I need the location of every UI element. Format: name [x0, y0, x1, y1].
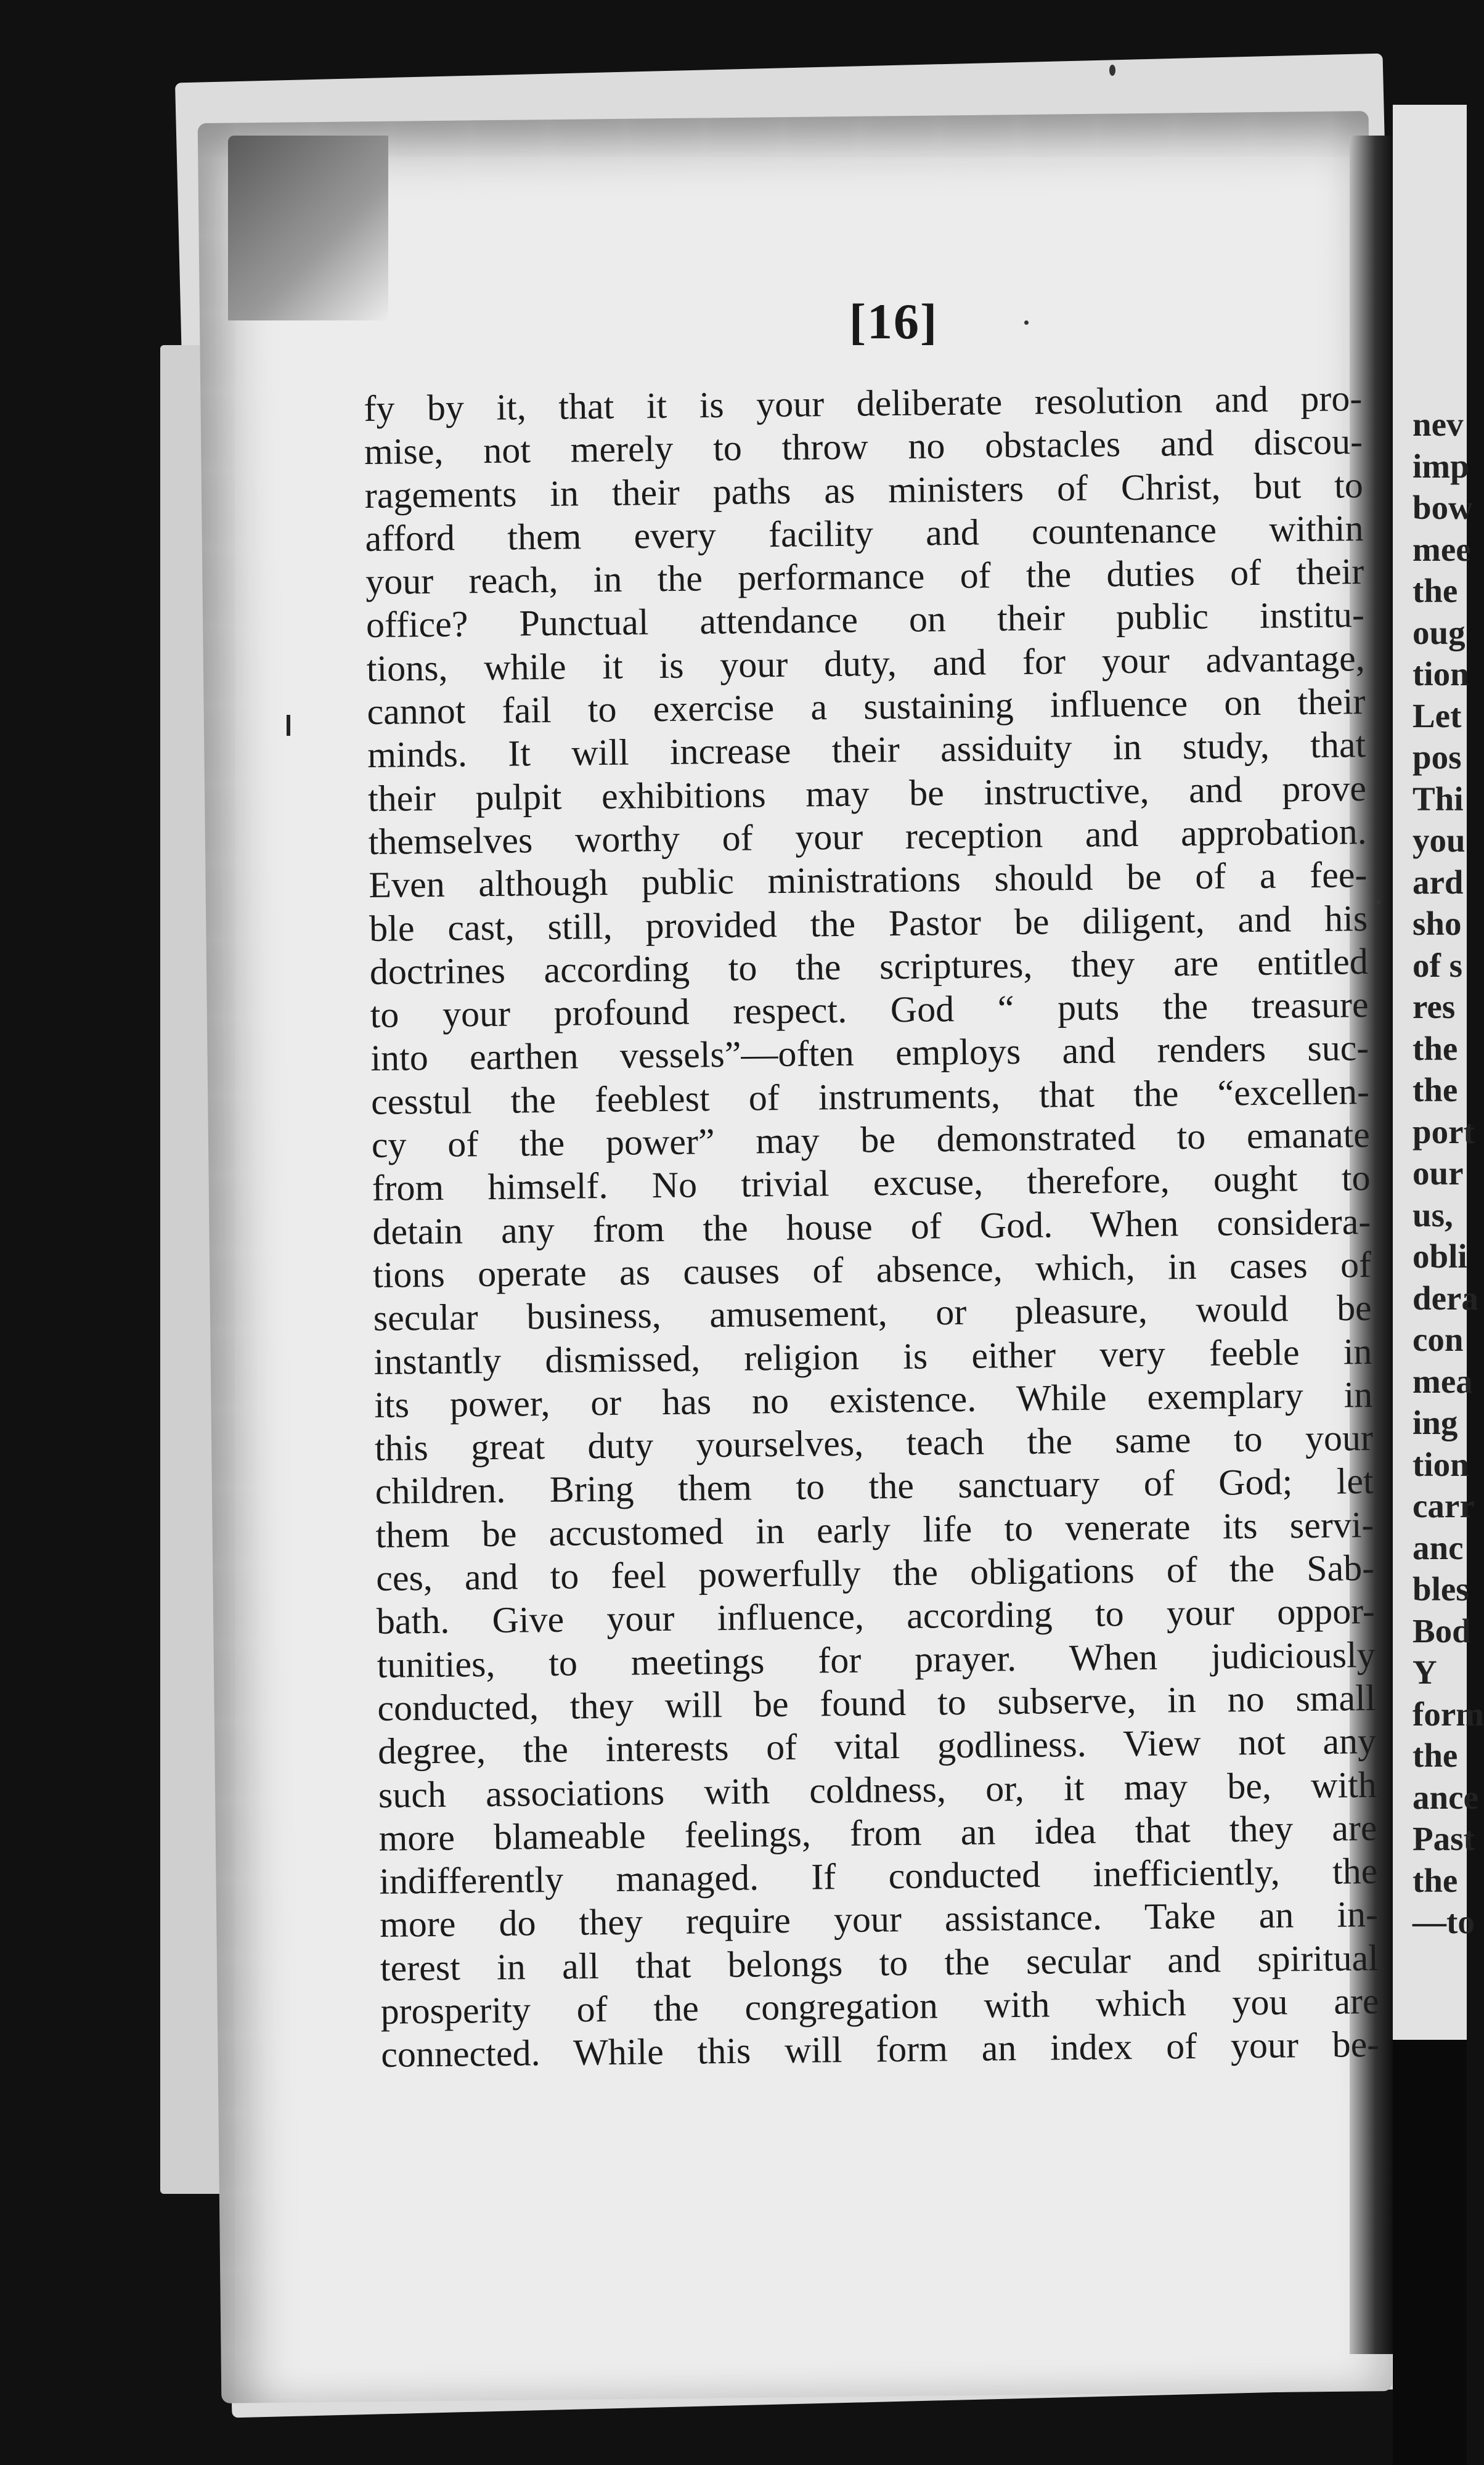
- facing-page-line: form: [1413, 1695, 1484, 1733]
- facing-page-line: bow: [1413, 489, 1473, 526]
- facing-page-line: the: [1413, 1861, 1458, 1899]
- facing-page-line: —to: [1413, 1903, 1475, 1941]
- facing-page-line: us,: [1413, 1196, 1453, 1234]
- text-line: ces, and to feel powerfully the obligations of the Sab-: [375, 1547, 1375, 1599]
- text-line: cesstul the feeblest of instruments, that the “excellen-: [370, 1070, 1370, 1122]
- text-line: ragements in their paths as ministers of Christ, but to: [364, 464, 1364, 516]
- facing-page-line: the: [1413, 1071, 1458, 1109]
- text-line: prosperity of the congregation with which you are: [380, 1980, 1379, 2032]
- text-line: its power, or has no existence. While exemplary in: [373, 1374, 1373, 1425]
- facing-page-line: oug: [1413, 613, 1466, 651]
- facing-page-line: you: [1413, 821, 1466, 859]
- text-line: conducted, they will be found to subserve, in no small: [377, 1677, 1376, 1729]
- text-line: themselves worthy of your reception and approbation.: [368, 810, 1367, 862]
- text-line: such associations with coldness, or, it may be, with: [378, 1764, 1377, 1815]
- facing-page-line: obli: [1413, 1237, 1467, 1275]
- text-line: to your profound respect. God “ puts the treasure: [370, 984, 1369, 1036]
- text-line: indifferently managed. If conducted inefficiently, the: [379, 1850, 1378, 1902]
- facing-page-line: tion: [1413, 1445, 1469, 1483]
- facing-page-line: tion: [1413, 655, 1469, 693]
- text-line: their pulpit exhibitions may be instructive, and prove: [367, 767, 1367, 819]
- facing-page-line: Past: [1413, 1820, 1475, 1857]
- facing-page-line: Thi: [1413, 780, 1464, 818]
- text-line: this great duty yourselves, teach the same to your: [374, 1417, 1374, 1469]
- text-line: your reach, in the performance of the duties of their: [365, 551, 1364, 603]
- text-line: fy by it, that it is your deliberate resolution and pro-: [364, 378, 1363, 429]
- text-line: detain any from the house of God. When considera-: [372, 1200, 1371, 1252]
- text-line: tions, while it is your duty, and for your advantage,: [366, 637, 1366, 689]
- text-line: more blameable feelings, from an idea that they are: [378, 1807, 1377, 1859]
- text-line: tunities, to meetings for prayer. When judiciously: [377, 1634, 1376, 1685]
- text-line: minds. It will increase their assiduity in study, that: [367, 724, 1366, 776]
- text-line: mise, not merely to throw no obstacles and discou-: [364, 421, 1363, 473]
- facing-page-line: our: [1413, 1154, 1464, 1192]
- text-line: secular business, amusement, or pleasure, would be: [373, 1287, 1372, 1339]
- facing-page-text: [1413, 404, 1484, 1943]
- text-line: cy of the power” may be demonstrated to emanate: [371, 1114, 1371, 1165]
- facing-page-line: mea: [1413, 1362, 1473, 1400]
- facing-page-line: the: [1413, 1029, 1458, 1067]
- facing-page-line: ing: [1413, 1404, 1458, 1441]
- facing-page-line: the: [1413, 572, 1458, 609]
- facing-page-line: anc: [1413, 1528, 1464, 1567]
- text-line: bath. Give your influence, according to your oppor-: [376, 1591, 1376, 1642]
- text-line: cannot fail to exercise a sustaining influence on their: [367, 681, 1366, 733]
- text-line: office? Punctual attendance on their public institu-: [365, 594, 1365, 646]
- facing-page-line: the: [1413, 1737, 1458, 1774]
- facing-page-line: sho: [1413, 905, 1462, 942]
- text-line: children. Bring them to the sanctuary of God; let: [375, 1461, 1374, 1512]
- ink-speck: [1109, 65, 1115, 76]
- ink-speck: [1376, 900, 1380, 905]
- text-line: connected. While this will form an index of your be-: [380, 2024, 1380, 2076]
- facing-page-line: port: [1413, 1112, 1475, 1151]
- text-line: into earthen vessels”—often employs and renders suc-: [370, 1027, 1369, 1079]
- page-shadow: [228, 136, 388, 320]
- facing-page-line: Y: [1413, 1653, 1437, 1691]
- text-line: more do they require your assistance. Take an in-: [379, 1894, 1379, 1946]
- facing-page-line: ard: [1413, 863, 1464, 901]
- facing-page-line: Bod: [1413, 1611, 1471, 1650]
- text-line: tions operate as causes of absence, which, in cases of: [372, 1244, 1372, 1295]
- text-line: terest in all that belongs to the secular and spiritual: [380, 1937, 1379, 1989]
- facing-page-shadow: [1393, 2040, 1467, 2465]
- ink-speck: [1024, 320, 1029, 325]
- facing-page-line: carr: [1413, 1487, 1475, 1525]
- ink-speck: [287, 715, 290, 736]
- text-line: Even although public ministrations should be of a fee-: [369, 854, 1368, 906]
- facing-page-line: Let: [1413, 696, 1462, 735]
- text-line: afford them every facility and countenance within: [365, 507, 1364, 559]
- facing-page-line: of s: [1413, 946, 1462, 984]
- text-line: doctrines according to the scriptures, they are entitled: [369, 940, 1369, 992]
- facing-page-line: mee: [1413, 530, 1471, 568]
- facing-page-line: dera: [1413, 1279, 1478, 1317]
- facing-page-line: con: [1413, 1321, 1464, 1358]
- facing-page-line: bles: [1413, 1570, 1469, 1608]
- text-line: instantly dismissed, religion is either very feeble in: [373, 1330, 1372, 1382]
- facing-page-line: pos: [1413, 738, 1462, 776]
- text-line: from himself. No trivial excuse, therefore, ought to: [372, 1157, 1371, 1209]
- page-number: [16]: [849, 293, 939, 349]
- facing-page-line: ance: [1413, 1778, 1478, 1816]
- text-line: degree, the interests of vital godliness. View not any: [377, 1721, 1377, 1772]
- body-text: [364, 377, 1380, 2076]
- text-line: ble cast, still, provided the Pastor be diligent, and his: [369, 897, 1368, 949]
- facing-page-line: imp: [1413, 447, 1469, 485]
- facing-page-line: nev: [1413, 405, 1464, 443]
- facing-page-line: res: [1413, 988, 1456, 1025]
- text-line: them be accustomed in early life to venerate its servi-: [375, 1504, 1374, 1555]
